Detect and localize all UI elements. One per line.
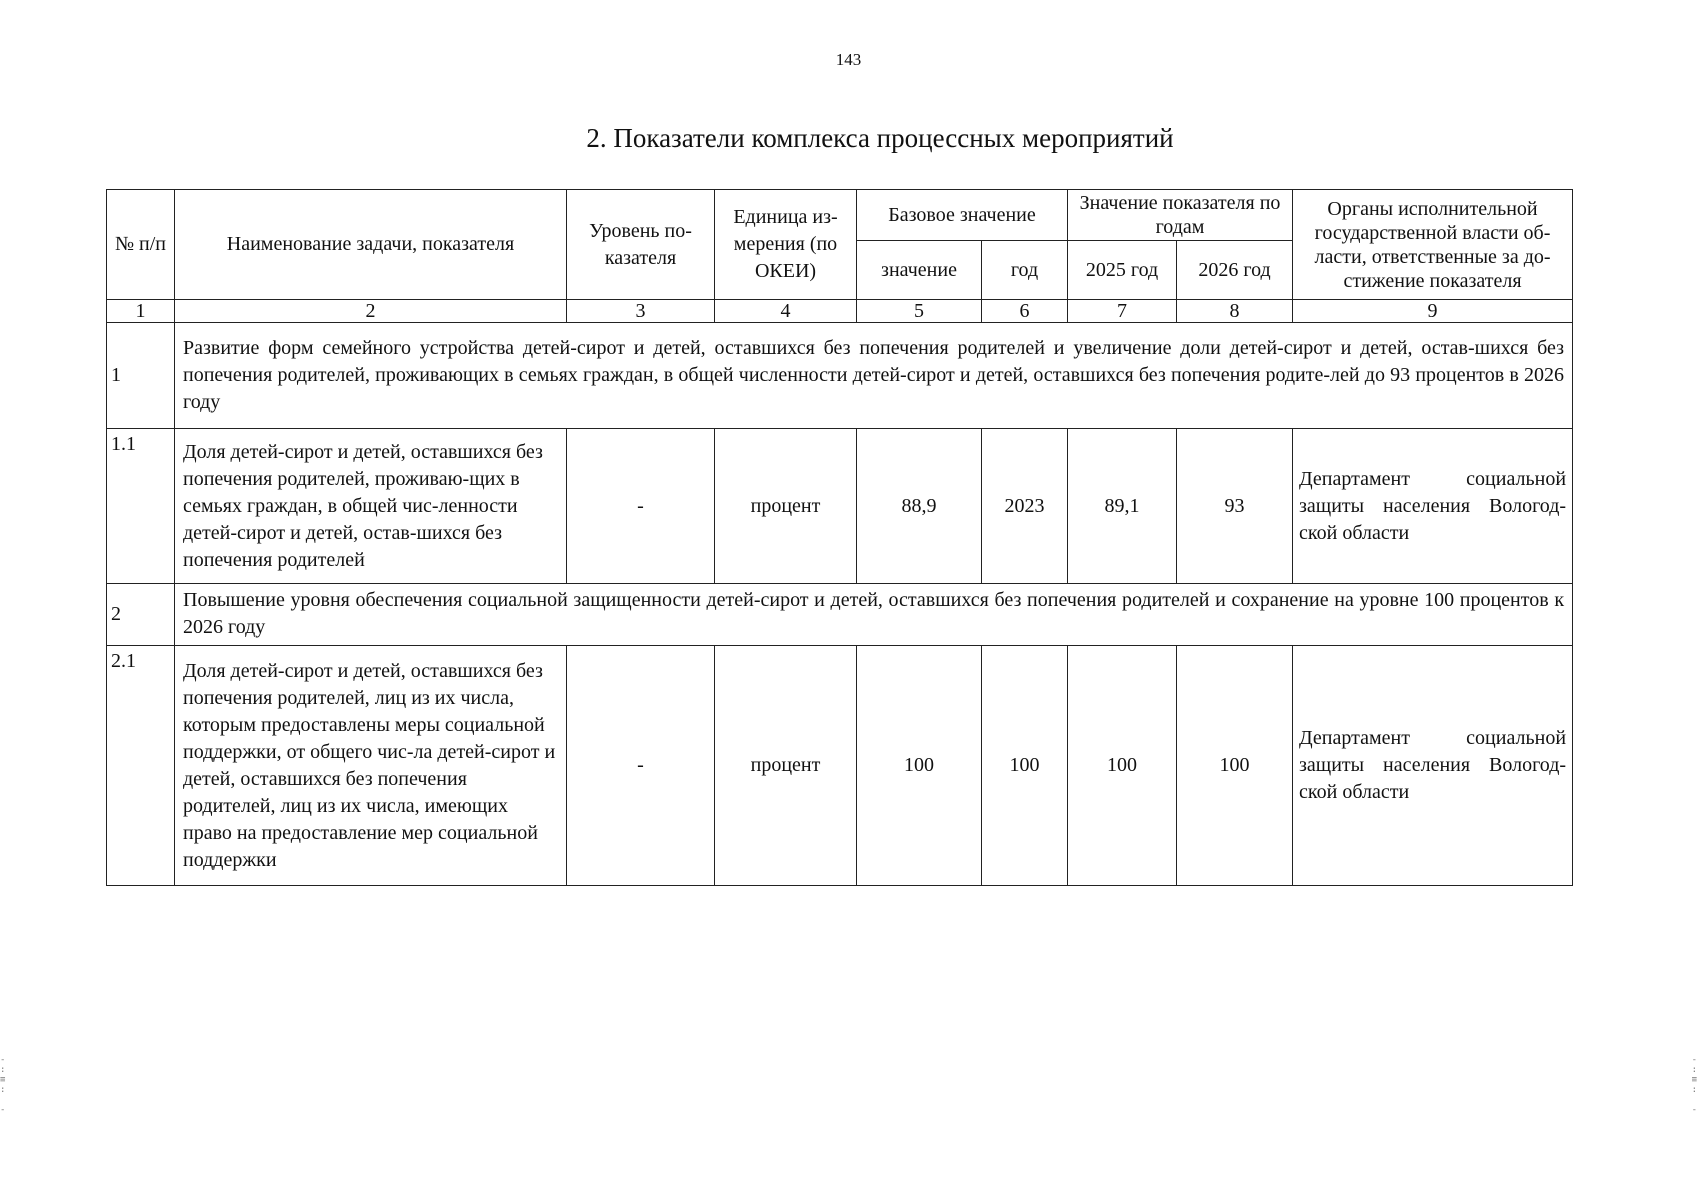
header-base-value: значение	[857, 241, 982, 300]
column-number: 3	[567, 300, 715, 323]
header-values-by-year: Значение показателя по годам	[1068, 190, 1293, 241]
indicator-value-2026: 100	[1177, 646, 1293, 886]
column-number: 7	[1068, 300, 1177, 323]
indicator-unit: процент	[715, 646, 857, 886]
indicator-index: 2.1	[107, 646, 175, 886]
column-number: 9	[1293, 300, 1573, 323]
header-org: Органы исполнительной государственной власти об-ласти, ответственные за до-стижение показателя	[1293, 190, 1573, 300]
task-text: Развитие форм семейного устройства детей-сирот и детей, оставшихся без попечения родителей и увеличение доли детей-сирот и детей, остав-шихся без попечения родителей, проживающих в семьях граждан, в общей численности детей-сирот и детей, оставшихся без попечения родите-лей до 93 процентов в 2026 году	[175, 323, 1573, 429]
header-2026: 2026 год	[1177, 241, 1293, 300]
header-name: Наименование задачи, показателя	[175, 190, 567, 300]
indicator-level: -	[567, 646, 715, 886]
indicator-unit: процент	[715, 429, 857, 584]
header-base-year: год	[982, 241, 1068, 300]
column-number: 8	[1177, 300, 1293, 323]
task-index: 2	[107, 584, 175, 646]
column-number: 2	[175, 300, 567, 323]
header-base: Базовое значение	[857, 190, 1068, 241]
column-number: 5	[857, 300, 982, 323]
indicator-base-value: 100	[857, 646, 982, 886]
column-number: 6	[982, 300, 1068, 323]
task-row	[107, 584, 1573, 646]
indicator-org: Департамент социальной защиты населения Вологод-ской области	[1293, 646, 1573, 886]
column-number: 1	[107, 300, 175, 323]
indicator-value-2026: 93	[1177, 429, 1293, 584]
header-2025: 2025 год	[1068, 241, 1177, 300]
indicator-row	[107, 646, 1573, 886]
task-text: Повышение уровня обеспечения социальной защищенности детей-сирот и детей, оставшихся без попечения родителей и сохранение на уровне 100 процентов к 2026 году	[175, 584, 1573, 646]
task-row	[107, 323, 1573, 429]
indicator-name: Доля детей-сирот и детей, оставшихся без попечения родителей, лиц из их числа, которым предоставлены меры социальной поддержки, от общего чис-ла детей-сирот и детей, оставшихся без попечения родителей, лиц из их числа, имеющих право на предоставление мер социальной поддержки	[175, 646, 567, 886]
header-level: Уровень по-казателя	[567, 190, 715, 300]
indicator-org: Департамент социальной защиты населения Вологод-ской области	[1293, 429, 1573, 584]
indicator-base-year: 100	[982, 646, 1068, 886]
indicator-base-year: 2023	[982, 429, 1068, 584]
page-title: 2. Показатели комплекса процессных мероприятий	[586, 123, 1174, 153]
crop-marks-right: - : ≡ : -	[1691, 1055, 1697, 1115]
indicator-level: -	[567, 429, 715, 584]
indicator-row	[107, 429, 1573, 584]
indicator-value-2025: 89,1	[1068, 429, 1177, 584]
indicator-name: Доля детей-сирот и детей, оставшихся без попечения родителей, проживаю-щих в семьях граждан, в общей чис-ленности детей-сирот и детей, остав-шихся без попечения родителей	[175, 429, 567, 584]
indicator-base-value: 88,9	[857, 429, 982, 584]
indicators-table	[106, 189, 1573, 886]
column-numbers-row	[107, 300, 1573, 323]
indicator-value-2025: 100	[1068, 646, 1177, 886]
header-unit: Единица из-мерения (по ОКЕИ)	[715, 190, 857, 300]
crop-marks-left: - : ≡ : -	[0, 1055, 6, 1115]
column-number: 4	[715, 300, 857, 323]
header-num: № п/п	[107, 190, 175, 300]
indicator-index: 1.1	[107, 429, 175, 584]
task-index: 1	[107, 323, 175, 429]
page-number: 143	[835, 50, 862, 69]
